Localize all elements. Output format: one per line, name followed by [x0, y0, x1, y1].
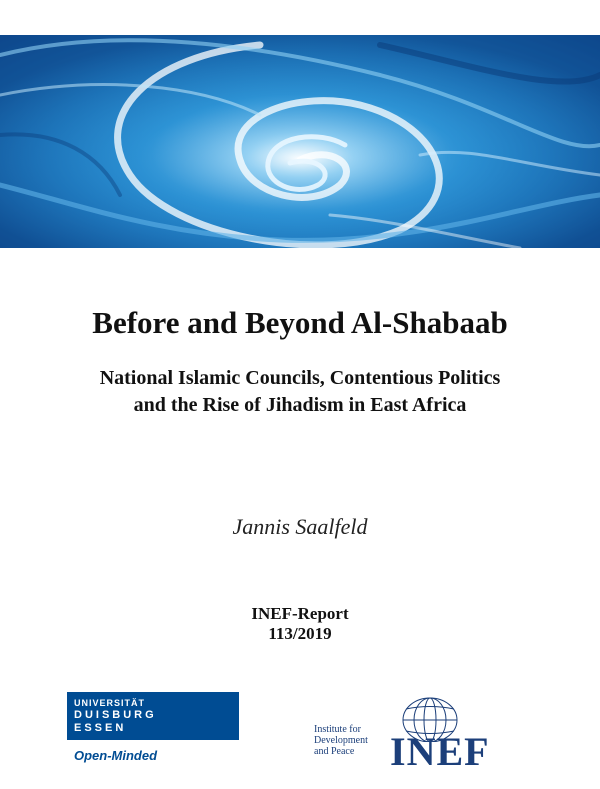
inef-name-line-3: and Peace [314, 746, 355, 757]
inef-logo [312, 692, 532, 772]
report-subtitle [0, 365, 600, 419]
blue-swirl-icon [0, 35, 600, 248]
author-name: Jannis Saalfeld [232, 514, 368, 539]
subtitle-line-1: National Islamic Councils, Contentious Politics [99, 367, 501, 389]
inef-wordmark: INEF [390, 729, 490, 774]
report-number: 113/2019 [268, 624, 332, 643]
ude-line-2: DUISBURG [74, 709, 157, 721]
university-duisburg-essen-logo [67, 692, 239, 772]
subtitle-line-2: and the Rise of Jihadism in East Africa [133, 394, 467, 416]
inef-name-line-2: Development [314, 735, 368, 746]
inef-name-line-1: Institute for [314, 724, 361, 735]
ude-slogan: Open-Minded [74, 748, 158, 763]
ude-line-1: UNIVERSITÄT [74, 698, 146, 708]
report-title: Before and Beyond Al-Shabaab [92, 305, 508, 340]
inef-institute-name [314, 724, 368, 757]
ude-logo-box [67, 692, 239, 740]
ude-line-3: ESSEN [74, 722, 127, 734]
cover-banner-image [0, 35, 600, 248]
report-label: INEF-Report [251, 604, 349, 623]
report-series [0, 604, 600, 644]
